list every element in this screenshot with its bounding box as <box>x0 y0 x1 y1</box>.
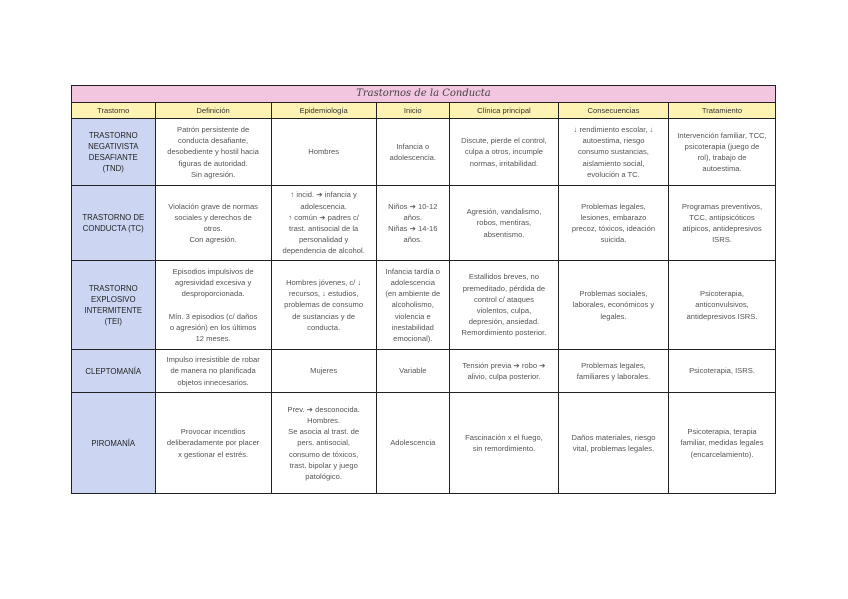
cell-inicio <box>376 350 449 393</box>
cell-line: Variable <box>399 366 427 376</box>
cell-consecuencias <box>558 350 668 393</box>
cell-line: premeditado, pérdida de <box>462 283 546 293</box>
cell-line: Fascinación x el fuego, <box>465 432 543 442</box>
table-row <box>72 261 776 350</box>
cell-line: adolescencia. <box>300 201 347 211</box>
header-consecuencias: Consecuencias <box>558 103 668 119</box>
cell-clinica <box>449 393 558 494</box>
cell-line: TRASTORNO <box>88 131 138 140</box>
cell-line: Mujeres <box>310 366 338 376</box>
cell-inicio <box>376 261 449 350</box>
cell-line: Patrón persistente de <box>177 124 250 134</box>
cell-line: Niños ➔ 10-12 <box>388 201 438 211</box>
cell-line: conducta. <box>307 322 341 332</box>
cell-line: alcoholismo, <box>391 300 434 310</box>
cell-line: Hombres <box>308 147 340 157</box>
cell-line: años. <box>403 235 423 245</box>
cell-line: 12 meses. <box>195 334 231 343</box>
cell-trastorno <box>72 119 156 186</box>
cell-epidemiologia <box>271 119 376 186</box>
cell-line: autoestima, riesgo <box>582 136 645 146</box>
header-clinica: Clínica principal <box>449 103 558 119</box>
cell-line: Hombres. <box>307 415 341 425</box>
cell-line: años. <box>403 212 423 222</box>
cell-line: familiar, medidas legales <box>680 438 764 448</box>
cell-line: Problemas legales, <box>581 201 646 211</box>
cell-line: INTERMITENTE <box>84 306 143 315</box>
cell-line: de manera no planificada <box>170 366 256 376</box>
cell-line: Psicoterapia, terapia <box>687 427 757 437</box>
cell-line: ISRS. <box>712 235 732 245</box>
cell-trastorno <box>72 261 156 350</box>
cell-line: aislamiento social, <box>582 158 645 168</box>
cell-line: emocional). <box>393 334 433 343</box>
table-row <box>72 119 776 186</box>
cell-line: antidepresivos ISRS. <box>686 311 758 321</box>
cell-consecuencias <box>558 186 668 261</box>
cell-line: otros. <box>203 224 223 233</box>
cell-line: Psicoterapia, ISRS. <box>689 366 755 376</box>
cell-line: Hombres jóvenes, c/ ↓ <box>286 277 362 287</box>
cell-line: Sin agresión. <box>190 169 236 179</box>
cell-definicion <box>155 119 271 186</box>
document-sheet <box>71 85 776 494</box>
cell-definicion <box>155 261 271 350</box>
cell-tratamiento <box>668 350 775 393</box>
cell-clinica <box>449 119 558 186</box>
table-header-row <box>72 103 776 119</box>
cell-line: (encarcelamiento). <box>690 449 754 459</box>
cell-line: lesiones, embarazo <box>580 212 647 222</box>
cell-consecuencias <box>558 261 668 350</box>
cell-trastorno <box>72 350 156 393</box>
cell-line: ↑ común ➔ padres c/ <box>288 212 359 222</box>
cell-line: familiares y laborales. <box>576 372 651 381</box>
cell-line: atípicos, antidepresivos <box>682 224 762 233</box>
cell-line: depresión, ansiedad. <box>468 317 540 327</box>
cell-tratamiento <box>668 393 775 494</box>
cell-line: evolución a TC. <box>587 169 640 179</box>
header-definicion: Definición <box>155 103 271 119</box>
cell-line: adolescencia <box>390 277 435 287</box>
table-row <box>72 350 776 393</box>
cell-line: Problemas sociales, <box>579 289 648 299</box>
cell-line: absentismo. <box>483 229 525 239</box>
cell-line: o agresión) en los últimos <box>169 322 257 332</box>
table-title-row <box>72 86 776 103</box>
cell-line: NEGATIVISTA <box>88 142 139 151</box>
cell-line: trast. antisocial de la <box>289 224 359 233</box>
cell-line: problemas de consumo <box>284 300 364 310</box>
cell-line: dependencia de alcohol. <box>282 246 365 256</box>
cell-line: adolescencia. <box>389 153 436 162</box>
cell-clinica <box>449 186 558 261</box>
cell-line: EXPLOSIVO <box>90 295 136 304</box>
header-inicio: Inicio <box>376 103 449 119</box>
cell-inicio <box>376 119 449 186</box>
cell-consecuencias <box>558 119 668 186</box>
cell-line: rol), trabajo de <box>697 153 747 162</box>
cell-line: culpa a otros, incumple <box>464 147 543 157</box>
cell-line: recursos, ↓ estudios, <box>288 289 359 299</box>
cell-line: Mín. 3 episodios (c/ daños <box>168 311 258 321</box>
cell-line: (TND) <box>102 164 124 173</box>
cell-line: Episodios impulsivos de <box>172 266 254 276</box>
cell-line: violentos, culpa, <box>476 306 532 315</box>
cell-line: robos, mentiras, <box>476 218 532 228</box>
cell-tratamiento <box>668 186 775 261</box>
cell-line: agresividad excesiva y <box>174 277 252 287</box>
cell-line: violencia e <box>394 311 431 321</box>
cell-line: consumo de tóxicos, <box>289 449 359 459</box>
cell-line: Infancia tardía o <box>385 266 441 276</box>
cell-line: legales. <box>600 311 627 321</box>
cell-trastorno <box>72 186 156 261</box>
header-epidemiologia: Epidemiología <box>271 103 376 119</box>
cell-line: DESAFIANTE <box>88 153 138 162</box>
cell-line: (en ambiente de <box>385 289 441 299</box>
header-trastorno: Trastorno <box>72 103 156 119</box>
cell-line: x gestionar el estrés. <box>178 449 249 459</box>
cell-line: vital, problemas legales. <box>572 444 655 453</box>
cell-line: trast. bipolar y juego <box>289 460 358 470</box>
cell-line: Discute, pierde el control, <box>461 136 547 146</box>
cell-line: ↓ rendimiento escolar, ↓ <box>573 124 654 134</box>
cell-epidemiologia <box>271 186 376 261</box>
cell-line: Se asocia al trast. de <box>288 427 360 437</box>
cell-clinica <box>449 350 558 393</box>
cell-inicio <box>376 186 449 261</box>
cell-line: Intervención familiar, TCC, <box>677 130 767 140</box>
cell-line: CONDUCTA (TC) <box>82 224 144 233</box>
cell-line: ↑ incid. ➔ infancia y <box>290 190 357 200</box>
cell-trastorno <box>72 393 156 494</box>
cell-tratamiento <box>668 119 775 186</box>
cell-line: TRASTORNO <box>88 284 138 293</box>
cell-line: desobediente y hostil hacia <box>167 147 259 157</box>
header-tratamiento: Tratamiento <box>668 103 775 119</box>
cell-line: TRASTORNO DE <box>82 213 145 222</box>
cell-line: deliberadamente por placer <box>166 438 260 448</box>
cell-line: Agresión, vandalismo, <box>466 207 542 217</box>
cell-clinica <box>449 261 558 350</box>
cell-line: precoz, tóxicos, ideación <box>571 224 656 233</box>
cell-line: Provocar incendios <box>180 427 246 437</box>
cell-line: suicida. <box>600 235 627 245</box>
cell-line: patológico. <box>305 472 342 481</box>
cell-line: objetos innecesarios. <box>177 377 249 387</box>
cell-line: Adolescencia <box>390 438 436 448</box>
cell-line: autoestima. <box>702 164 742 174</box>
cell-line: conducta desafiante, <box>178 136 249 146</box>
cell-line: figuras de autoridad. <box>178 158 248 168</box>
cell-line: anticonvulsivos, <box>695 300 749 310</box>
cell-line: psicoterapia (juego de <box>684 141 760 151</box>
cell-consecuencias <box>558 393 668 494</box>
cell-line: CLEPTOMANÍA <box>85 366 142 376</box>
cell-line: personalidad y <box>298 235 349 245</box>
cell-line: pers. antisocial, <box>297 438 351 448</box>
cell-tratamiento <box>668 261 775 350</box>
cell-line: inestabilidad <box>391 322 434 332</box>
cell-line: control c/ ataques <box>473 294 534 304</box>
cell-line: (TEI) <box>104 317 122 326</box>
cell-line: normas, irritabilidad. <box>469 158 539 168</box>
cell-line: Con agresión. <box>189 235 237 245</box>
cell-line <box>159 299 268 310</box>
cell-line: laborales, económicos y <box>572 300 655 310</box>
cell-line: Violación grave de normas <box>168 201 258 211</box>
cell-line: Daños materiales, riesgo <box>571 432 656 442</box>
cell-epidemiologia <box>271 393 376 494</box>
cell-line: consumo sustancias, <box>578 147 649 157</box>
cell-line: Problemas legales, <box>581 360 646 370</box>
cell-definicion <box>155 393 271 494</box>
cell-line: TCC, antipsicóticos <box>689 212 755 222</box>
cell-line: Programas preventivos, <box>681 201 763 211</box>
table-row <box>72 393 776 494</box>
cell-line: Tensión previa ➔ robo ➔ <box>462 360 546 370</box>
cell-line: sociales y derechos de <box>174 212 252 222</box>
cell-line: de sustancias y de <box>292 311 356 321</box>
cell-line: PIROMANÍA <box>91 438 136 448</box>
cell-line: sin remordimiento. <box>472 444 536 453</box>
cell-line: Infancia o <box>396 141 430 151</box>
cell-epidemiologia <box>271 261 376 350</box>
cell-epidemiologia <box>271 350 376 393</box>
table-row <box>72 186 776 261</box>
cell-line: Remordimiento posterior. <box>461 328 547 338</box>
cell-inicio <box>376 393 449 494</box>
cell-definicion <box>155 186 271 261</box>
disorders-table <box>71 85 776 494</box>
cell-line: Niñas ➔ 14-16 <box>388 224 438 233</box>
cell-line: alivio, culpa posterior. <box>467 372 541 381</box>
cell-definicion <box>155 350 271 393</box>
cell-line: desproporcionada. <box>181 289 245 299</box>
table-title: Trastornos de la Conducta <box>72 86 776 103</box>
cell-line: Prev. ➔ desconocida. <box>287 404 360 414</box>
cell-line: Estallidos breves, no <box>468 272 539 282</box>
cell-line: Psicoterapia, <box>700 289 744 299</box>
cell-line: Impulso irresistible de robar <box>166 355 260 365</box>
